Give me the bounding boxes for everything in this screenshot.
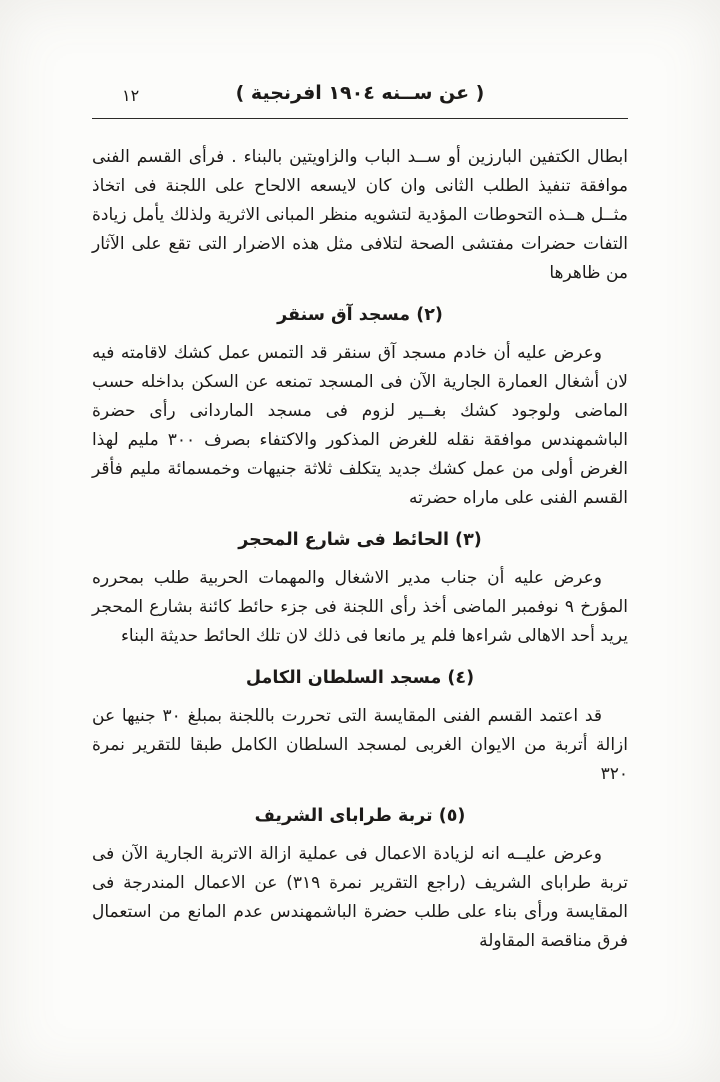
document-body <box>92 143 628 956</box>
page-number: ١٢ <box>122 86 140 105</box>
section-heading-5: (٥) تربة طراباى الشريف <box>254 806 466 826</box>
header-title: ( عن ســنه ١٩٠٤ افرنجية ) <box>235 82 485 104</box>
section-heading-3: (٣) الحائط فى شارع المحجر <box>238 530 482 550</box>
section-heading-2: (٢) مسجد آق سنقر <box>277 305 443 325</box>
section-body-2: وعرض عليه أن خادم مسجد آق سنقر قد التمس عمل كشك لاقامته فيه لان أشغال العمارة الجارية الآن فى المسجد تمنعه عن السكن بداخله حسب الماضى ولوجود كشك بغــير لزوم فى مسجد الماردانى رأى حضرة الباشمهندس موافقة نقله للغرض المذكور والاكتفاء بصرف ٣٠٠ مليم لهذا الغرض أولى من عمل كشك جديد يتكلف ثلاثة جنيهات وخمسمائة مليم فأقر القسم الفنى على ماراه حضرته <box>92 343 628 508</box>
section-body-4: قد اعتمد القسم الفنى المقايسة التى تحررت باللجنة بمبلغ ٣٠ جنيها عن ازالة أتربة من الايوان الغربى لمسجد السلطان الكامل طبقا للتقرير نمرة ٣٢٠ <box>92 706 628 784</box>
text-block <box>92 82 628 958</box>
intro-paragraph: ابطال الكتفين البارزين أو ســد الباب والزاويتين بالبناء . فرأى القسم الفنى موافقة تنفيذ الطلب الثانى وان كان لايسعه الالحاح على اللجنة فى اتخاذ مثــل هــذه التحوطات المؤدية لتشويه منظر المبانى الاثرية ولذلك يأمل زيادة التفات حضرات مفتشى الصحة لتلافى مثل هذه الاضرار التى تقع على الآثار من ظاهرها <box>92 147 628 283</box>
section-heading-4: (٤) مسجد السلطان الكامل <box>245 668 475 688</box>
section-body-5: وعرض عليــه انه لزيادة الاعمال فى عملية ازالة الاتربة الجارية الآن فى تربة طراباى الشريف (راجع التقرير نمرة ٣١٩) عن الاعمال المندرجة فى المقايسة ورأى بناء على طلب حضرة الباشمهندس عدم المانع من استعمال فرق مناقصة المقاولة <box>92 844 628 951</box>
page-header <box>92 82 628 119</box>
section-body-3: وعرض عليه أن جناب مدير الاشغال والمهمات الحربية طلب بمحرره المؤرخ ٩ نوفمبر الماضى أخذ رأى اللجنة فى جزء حائط كائنة بشارع المحجر يريد أحد الاهالى شراءها فلم ير مانعا فى ذلك لان تلك الحائط حديثة البناء <box>92 568 628 646</box>
